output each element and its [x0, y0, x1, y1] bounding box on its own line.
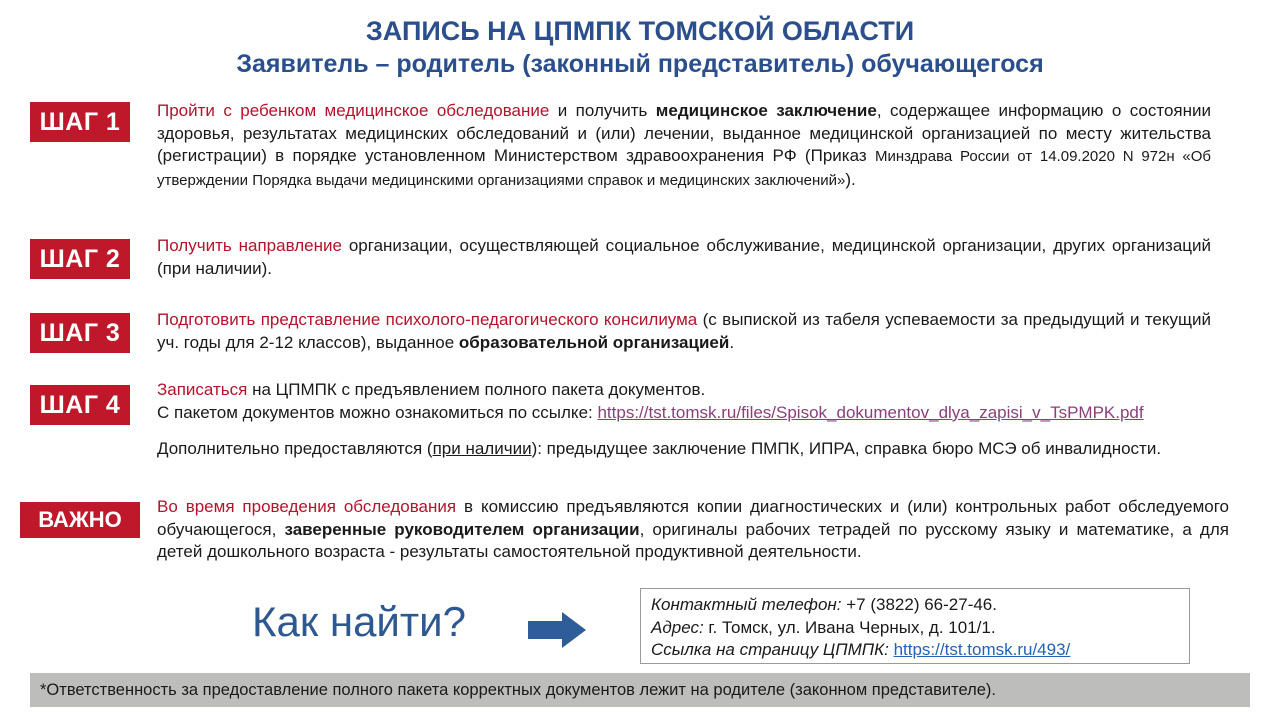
important-badge: ВАЖНО	[20, 502, 140, 538]
step-2-badge: ШАГ 2	[30, 239, 130, 279]
important-bold: заверенные руководителем организации	[284, 519, 640, 539]
step-1-bold: медицинское заключение	[655, 101, 877, 120]
step-2-highlight: Получить направление	[157, 236, 342, 255]
step-1-order-ref: Минздрава России от 14.09.2020 N 972н «Об утверждении Порядка выдачи медицинскими организациями справок и медицинских заключений»	[157, 148, 1211, 189]
step-1-highlight: Пройти с ребенком медицинское обследование	[157, 101, 550, 120]
footer-note: *Ответственность за предоставление полного пакета корректных документов лежит на родителе (законном представителе).	[30, 673, 1250, 707]
contact-address: г. Томск, ул. Ивана Черных, д. 101/1.	[703, 617, 996, 637]
step-3-highlight: Подготовить представление психолого-педагогического консилиума	[157, 310, 698, 329]
contact-phone: +7 (3822) 66-27-46.	[841, 595, 997, 614]
step-4-badge: ШАГ 4	[30, 385, 130, 425]
contact-phone-line: Контактный телефон: +7 (3822) 66-27-46.	[651, 595, 997, 614]
contact-box	[640, 588, 1190, 664]
how-to-find-label: Как найти?	[252, 598, 466, 645]
contact-page-link[interactable]: https://tst.tomsk.ru/493/	[893, 640, 1071, 659]
step-4-text: Записаться на ЦПМПК с предъявлением полного пакета документов. С пакетом документов можно ознакомиться по ссылке: https://tst.tomsk.ru/files/Spisok_dokumentov_dlya_zapisi_v_TsPMPK.pdf	[157, 380, 1144, 422]
documents-link[interactable]: https://tst.tomsk.ru/files/Spisok_dokumentov_dlya_zapisi_v_TsPMPK.pdf	[597, 402, 1144, 422]
step-1-text: Пройти с ребенком медицинское обследование и получить медицинское заключение, содержащее информацию о состоянии здоровья, результатах медицинских обследований и (или) лечении, выданное медицинской организацией по месту жительства (регистрации) в порядке установленном Министерством здравоохранения РФ (Приказ Минздрава России от 14.09.2020 N 972н «Об утверждении Порядка выдачи медицинскими организациями справок и медицинских заключений»).	[157, 101, 1211, 189]
important-highlight: Во время проведения обследования	[157, 497, 457, 516]
important-text: Во время проведения обследования в комиссию предъявляются копии диагностических и (или) контрольных работ обследуемого обучающегося, заверенные руководителем организации, оригиналы рабочих тетрадей по русскому языку и математике, а для детей дошкольного возраста - результаты самостоятельной продуктивной деятельности.	[157, 497, 1229, 561]
step-2-text: Получить направление организации, осуществляющей социальное обслуживание, медицинской организации, других организаций (при наличии).	[157, 236, 1212, 278]
step-3-badge: ШАГ 3	[30, 313, 130, 353]
step-3-bold: образовательной организацией	[458, 332, 730, 352]
step-1-badge: ШАГ 1	[30, 102, 130, 142]
contact-address-line: Адрес: г. Томск, ул. Ивана Черных, д. 101/1.	[651, 617, 996, 637]
contact-page-line: Ссылка на страницу ЦПМПК: https://tst.tomsk.ru/493/	[651, 640, 1071, 659]
step-3-text: Подготовить представление психолого-педагогического консилиума (с выпиской из табеля успеваемости за предыдущий и текущий уч. годы для 2-12 классов), выданное образовательной организацией.	[157, 310, 1211, 352]
step-4-highlight: Записаться	[157, 380, 248, 399]
page-subtitle: Заявитель – родитель (законный представитель) обучающегося	[236, 50, 1044, 78]
right-arrow-icon	[528, 612, 586, 648]
step-4-extra-text: Дополнительно предоставляются (при наличии): предыдущее заключение ПМПК, ИПРА, справка бюро МСЭ об инвалидности.	[157, 439, 1162, 458]
page-title: ЗАПИСЬ НА ЦПМПК ТОМСКОЙ ОБЛАСТИ	[365, 16, 915, 46]
